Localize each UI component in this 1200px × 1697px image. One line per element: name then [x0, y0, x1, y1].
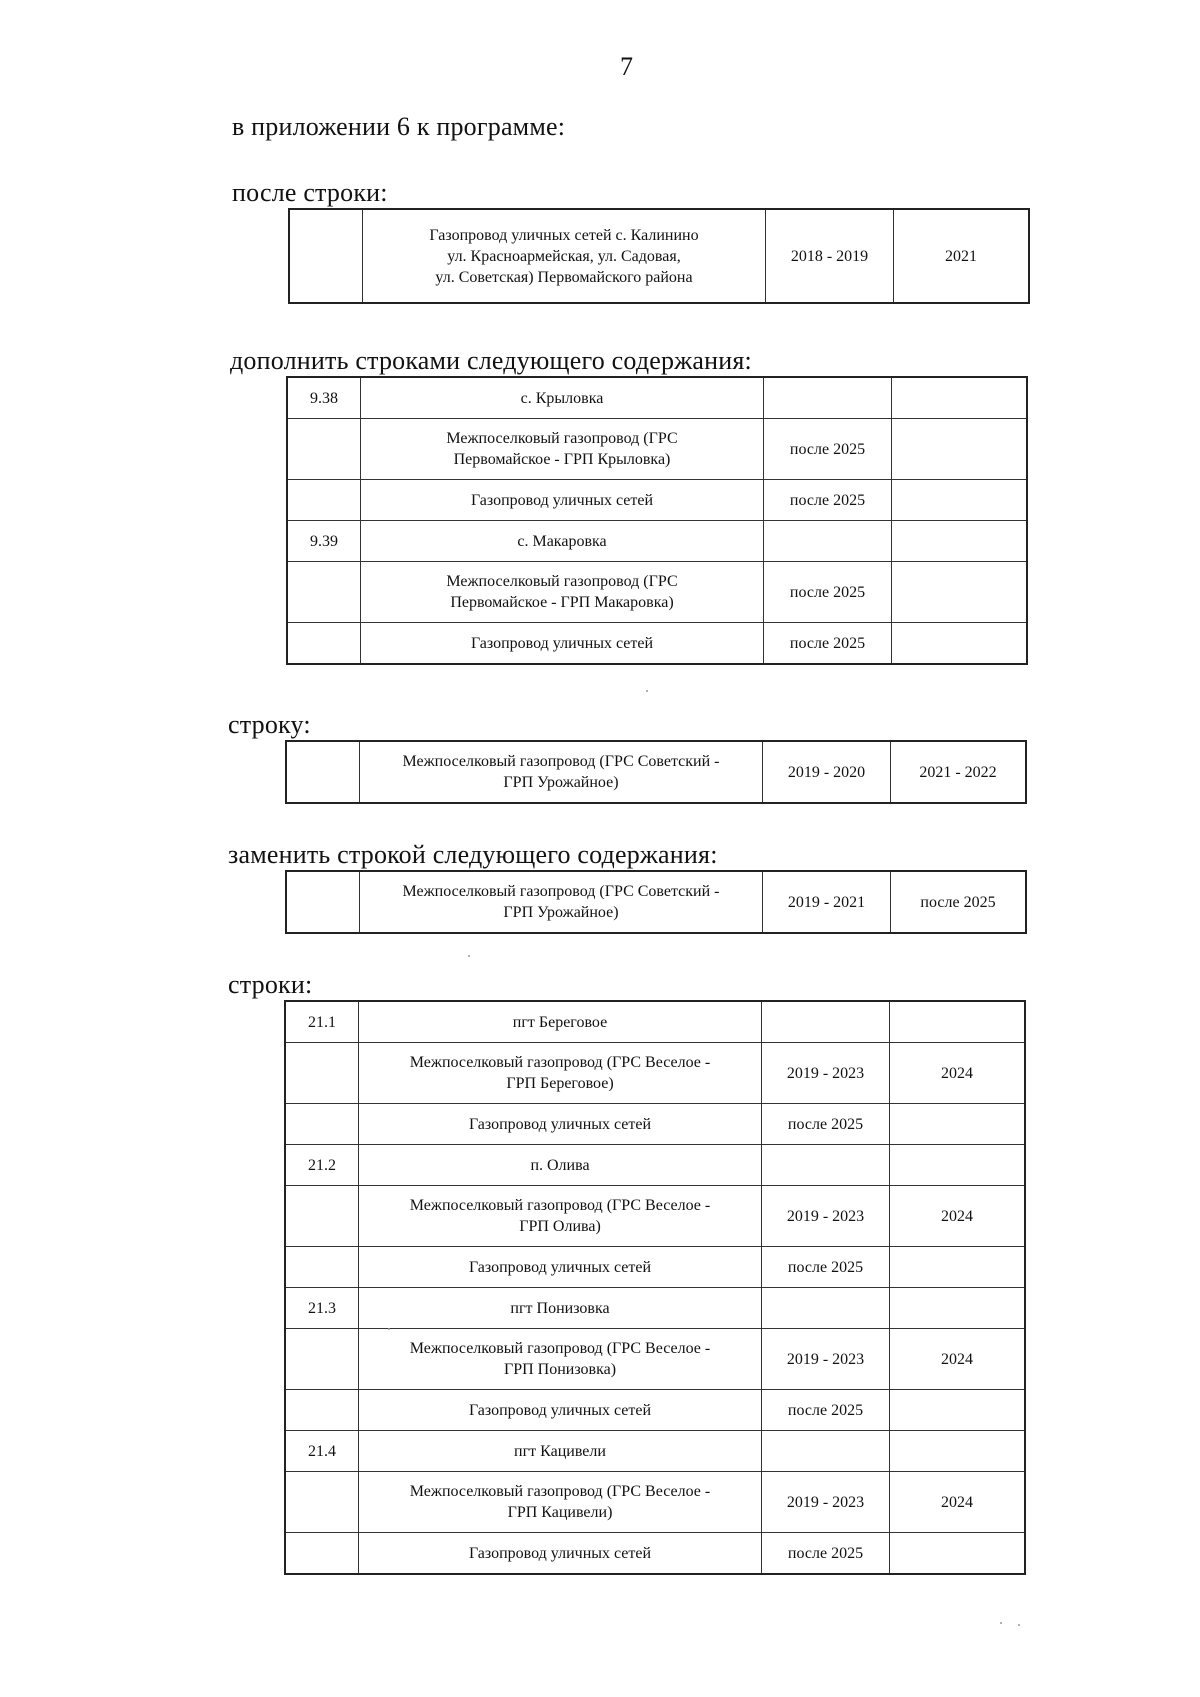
object-name-cell	[359, 1472, 762, 1533]
construction-period-cell: 2019 - 2021	[763, 871, 891, 933]
commissioning-year-cell: 2024	[890, 1472, 1026, 1533]
row-number-cell	[289, 209, 363, 303]
object-name-line: ул. Красноармейская, ул. Садовая,	[447, 247, 681, 265]
construction-period-cell: после 2025	[762, 1104, 890, 1145]
commissioning-year-cell: 2024	[890, 1043, 1026, 1104]
commissioning-year-cell	[892, 623, 1028, 665]
object-name-cell	[359, 1533, 762, 1575]
object-name-line: Межпоселковый газопровод (ГРС Веселое -	[409, 1483, 711, 1500]
object-name-line: ГРП Олива)	[519, 1218, 601, 1235]
object-name-cell	[361, 419, 764, 480]
object-name-line: Первомайское - ГРП Макаровка)	[450, 594, 674, 611]
object-name-line: Межпоселковый газопровод (ГРС Советский -	[402, 753, 720, 770]
object-name-line: ГРП Понизовка)	[503, 1361, 617, 1378]
commissioning-year-cell: 2021	[894, 209, 1030, 303]
object-name-cell	[359, 1390, 762, 1431]
object-name-line: ГРП Кацивели)	[507, 1504, 613, 1521]
object-name-cell	[359, 1145, 762, 1186]
construction-period-cell: 2019 - 2023	[762, 1472, 890, 1533]
row-number-cell	[287, 623, 361, 665]
object-name-cell	[363, 209, 766, 303]
table-row-to-replace	[285, 740, 1027, 804]
scan-speck	[1000, 1622, 1002, 1624]
row-number-cell: 9.38	[287, 377, 361, 419]
construction-period-cell	[762, 1001, 890, 1043]
construction-period-cell	[762, 1431, 890, 1472]
object-name-line: Межпоселковый газопровод (ГРС	[446, 573, 678, 590]
table-row	[285, 1247, 1025, 1288]
commissioning-year-cell	[890, 1001, 1026, 1043]
table-row	[287, 562, 1027, 623]
commissioning-year-cell	[890, 1390, 1026, 1431]
section-heading-rows: строки:	[228, 970, 313, 999]
object-name-line: Первомайское - ГРП Крыловка)	[453, 451, 671, 468]
table-row	[289, 209, 1029, 303]
table-after-row	[288, 208, 1030, 304]
section-heading-after-row: после строки:	[232, 178, 388, 207]
row-number-cell: 21.2	[285, 1145, 359, 1186]
commissioning-year-cell	[890, 1431, 1026, 1472]
commissioning-year-cell: 2024	[890, 1186, 1026, 1247]
table-row	[287, 377, 1027, 419]
table-row	[285, 1001, 1025, 1043]
table-row	[285, 1431, 1025, 1472]
table-row	[285, 1288, 1025, 1329]
object-name-line: ГРП Урожайное)	[503, 904, 619, 921]
object-name-cell	[361, 521, 764, 562]
object-name-line: Межпоселковый газопровод (ГРС	[446, 430, 678, 447]
table-row	[286, 741, 1026, 803]
table-row	[285, 1145, 1025, 1186]
object-name-cell	[359, 1431, 762, 1472]
table-row	[285, 1472, 1025, 1533]
object-name-cell	[360, 741, 763, 803]
construction-period-cell: 2019 - 2023	[762, 1043, 890, 1104]
commissioning-year-cell: после 2025	[891, 871, 1027, 933]
construction-period-cell	[762, 1288, 890, 1329]
table-replacement-row	[285, 870, 1027, 934]
row-number-cell: 21.4	[285, 1431, 359, 1472]
scan-speck	[646, 690, 648, 692]
table-row	[287, 521, 1027, 562]
table-add-rows	[286, 376, 1028, 665]
scan-speck	[388, 1328, 390, 1330]
object-name-line: ул. Советская) Первомайского района	[435, 268, 693, 286]
construction-period-cell: 2019 - 2023	[762, 1186, 890, 1247]
object-name-line: пгт Кацивели	[514, 1442, 606, 1460]
construction-period-cell: после 2025	[764, 623, 892, 665]
commissioning-year-cell	[890, 1533, 1026, 1575]
row-number-cell	[285, 1186, 359, 1247]
object-name-line: Межпоселковый газопровод (ГРС Советский -	[402, 883, 720, 900]
construction-period-cell	[764, 521, 892, 562]
table-row	[286, 871, 1026, 933]
row-number-cell	[286, 741, 360, 803]
row-number-cell	[285, 1247, 359, 1288]
commissioning-year-cell	[890, 1288, 1026, 1329]
scan-speck	[1018, 1624, 1020, 1626]
object-name-cell	[359, 1329, 762, 1390]
table-row	[287, 623, 1027, 665]
scan-speck	[468, 955, 470, 957]
object-name-cell	[360, 871, 763, 933]
table-row	[287, 480, 1027, 521]
table-row	[285, 1533, 1025, 1575]
construction-period-cell: после 2025	[762, 1390, 890, 1431]
object-name-line: Газопровод уличных сетей с. Калинино	[429, 226, 699, 244]
object-name-line: Газопровод уличных сетей	[470, 491, 654, 509]
object-name-cell	[359, 1043, 762, 1104]
construction-period-cell: после 2025	[762, 1533, 890, 1575]
row-number-cell	[285, 1104, 359, 1145]
object-name-cell	[361, 480, 764, 521]
commissioning-year-cell	[890, 1104, 1026, 1145]
object-name-cell	[361, 562, 764, 623]
commissioning-year-cell	[892, 377, 1028, 419]
object-name-line: Газопровод уличных сетей	[470, 634, 654, 652]
row-number-cell	[285, 1533, 359, 1575]
object-name-line: ГРП Береговое)	[506, 1075, 614, 1092]
commissioning-year-cell	[890, 1247, 1026, 1288]
object-name-line: Газопровод уличных сетей	[468, 1544, 652, 1562]
table-row	[285, 1186, 1025, 1247]
table-row	[287, 419, 1027, 480]
construction-period-cell: после 2025	[764, 480, 892, 521]
section-heading-add-rows: дополнить строками следующего содержания:	[230, 346, 752, 375]
commissioning-year-cell: 2021 - 2022	[891, 741, 1027, 803]
section-heading-replace-row: заменить строкой следующего содержания:	[228, 840, 718, 869]
object-name-line: Газопровод уличных сетей	[468, 1401, 652, 1419]
object-name-cell	[359, 1001, 762, 1043]
table-row	[285, 1390, 1025, 1431]
row-number-cell	[287, 480, 361, 521]
object-name-line: Межпоселковый газопровод (ГРС Веселое -	[409, 1340, 711, 1357]
construction-period-cell: 2019 - 2020	[763, 741, 891, 803]
construction-period-cell	[762, 1145, 890, 1186]
section-heading-appendix: в приложении 6 к программе:	[232, 112, 566, 141]
object-name-cell	[361, 623, 764, 665]
row-number-cell	[287, 562, 361, 623]
row-number-cell: 21.3	[285, 1288, 359, 1329]
object-name-cell	[361, 377, 764, 419]
object-name-line: ГРП Урожайное)	[503, 774, 619, 791]
object-name-cell	[359, 1104, 762, 1145]
section-heading-row: строку:	[228, 710, 311, 739]
row-number-cell: 9.39	[287, 521, 361, 562]
object-name-line: Газопровод уличных сетей	[468, 1115, 652, 1133]
construction-period-cell: после 2025	[764, 562, 892, 623]
construction-period-cell: после 2025	[762, 1247, 890, 1288]
commissioning-year-cell	[892, 480, 1028, 521]
object-name-cell	[359, 1288, 762, 1329]
commissioning-year-cell: 2024	[890, 1329, 1026, 1390]
object-name-cell	[359, 1186, 762, 1247]
row-number-cell: 21.1	[285, 1001, 359, 1043]
construction-period-cell: 2019 - 2023	[762, 1329, 890, 1390]
construction-period-cell	[764, 377, 892, 419]
object-name-line: Межпоселковый газопровод (ГРС Веселое -	[409, 1197, 711, 1214]
object-name-cell	[359, 1247, 762, 1288]
page-number: 7	[620, 52, 633, 81]
row-number-cell	[286, 871, 360, 933]
object-name-line: пгт Понизовка	[510, 1299, 610, 1317]
commissioning-year-cell	[892, 521, 1028, 562]
row-number-cell	[285, 1472, 359, 1533]
table-row	[285, 1329, 1025, 1390]
commissioning-year-cell	[892, 419, 1028, 480]
object-name-line: Межпоселковый газопровод (ГРС Веселое -	[409, 1054, 711, 1071]
object-name-line: Газопровод уличных сетей	[468, 1258, 652, 1276]
commissioning-year-cell	[890, 1145, 1026, 1186]
construction-period-cell: после 2025	[764, 419, 892, 480]
object-name-line: п. Олива	[530, 1156, 590, 1174]
row-number-cell	[285, 1043, 359, 1104]
object-name-line: с. Крыловка	[520, 389, 604, 407]
table-rows	[284, 1000, 1026, 1575]
construction-period-cell: 2018 - 2019	[766, 209, 894, 303]
object-name-line: с. Макаровка	[517, 532, 607, 550]
row-number-cell	[285, 1390, 359, 1431]
table-row	[285, 1104, 1025, 1145]
commissioning-year-cell	[892, 562, 1028, 623]
table-row	[285, 1043, 1025, 1104]
object-name-line: пгт Береговое	[512, 1013, 608, 1031]
row-number-cell	[287, 419, 361, 480]
row-number-cell	[285, 1329, 359, 1390]
